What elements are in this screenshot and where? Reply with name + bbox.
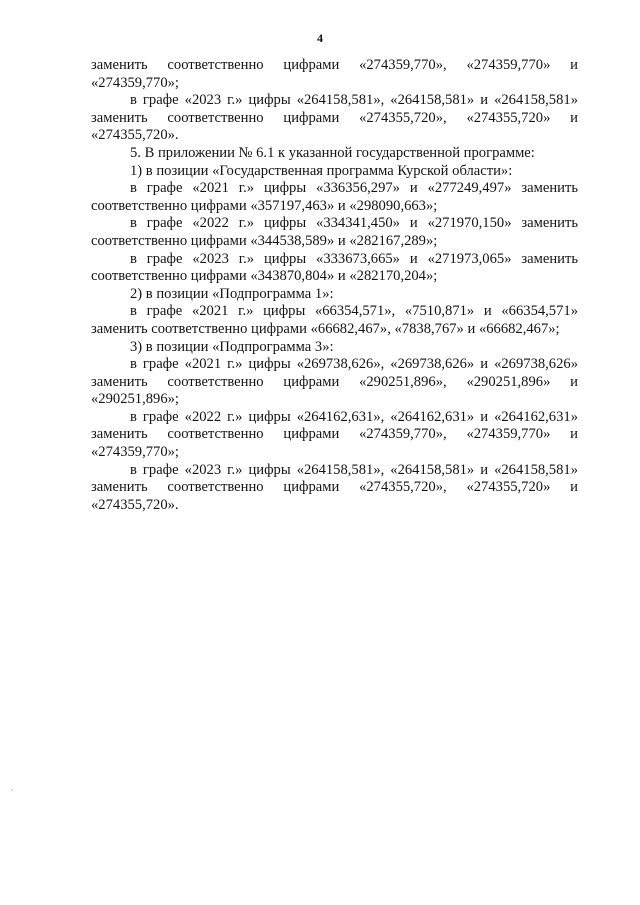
paragraph-section-5-heading: 5. В приложении № 6.1 к указанной государственной программе: <box>130 144 535 161</box>
document-body <box>91 57 578 514</box>
paragraph-item-1-2022: в графе «2022 г.» цифры «334341,450» и «271970,150» заменить соответственно цифрами «344538,589» и «282167,289»; <box>91 215 578 249</box>
paragraph-item-1-2021: в графе «2021 г.» цифры «336356,297» и «277249,497» заменить соответственно цифрами «357197,463» и «298090,663»; <box>91 180 578 214</box>
scan-speck <box>11 789 13 791</box>
paragraph-item-2-2021: в графе «2021 г.» цифры «66354,571», «7510,871» и «66354,571» заменить соответственно цифрами «66682,467», «7838,767» и «66682,467»; <box>91 303 578 337</box>
paragraph-item-3-2021: в графе «2021 г.» цифры «269738,626», «269738,626» и «269738,626» заменить соответственно цифрами «290251,896», «290251,896» и «290251,896»; <box>91 356 578 408</box>
page-number: 4 <box>317 31 323 45</box>
paragraph-item-3-2022: в графе «2022 г.» цифры «264162,631», «264162,631» и «264162,631» заменить соответственно цифрами «274359,770», «274359,770» и «274359,770»; <box>91 408 578 461</box>
paragraph-continuation: заменить соответственно цифрами «274359,770», «274359,770» и «274359,770»; <box>91 57 578 91</box>
paragraph-item-2-heading: 2) в позиции «Подпрограмма 1»: <box>130 285 334 302</box>
paragraph-item-1-heading: 1) в позиции «Государственная программа Курской области»: <box>130 162 513 179</box>
paragraph-2023-replacement: в графе «2023 г.» цифры «264158,581», «264158,581» и «264158,581» заменить соответственно цифрами «274355,720», «274355,720» и «274355,720». <box>91 92 578 144</box>
paragraph-item-3-2023: в графе «2023 г.» цифры «264158,581», «264158,581» и «264158,581» заменить соответственно цифрами «274355,720», «274355,720» и «274355,720». <box>91 461 578 513</box>
paragraph-item-3-heading: 3) в позиции «Подпрограмма 3»: <box>130 338 334 355</box>
paragraph-item-1-2023: в графе «2023 г.» цифры «333673,665» и «271973,065» заменить соответственно цифрами «343870,804» и «282170,204»; <box>91 250 578 285</box>
